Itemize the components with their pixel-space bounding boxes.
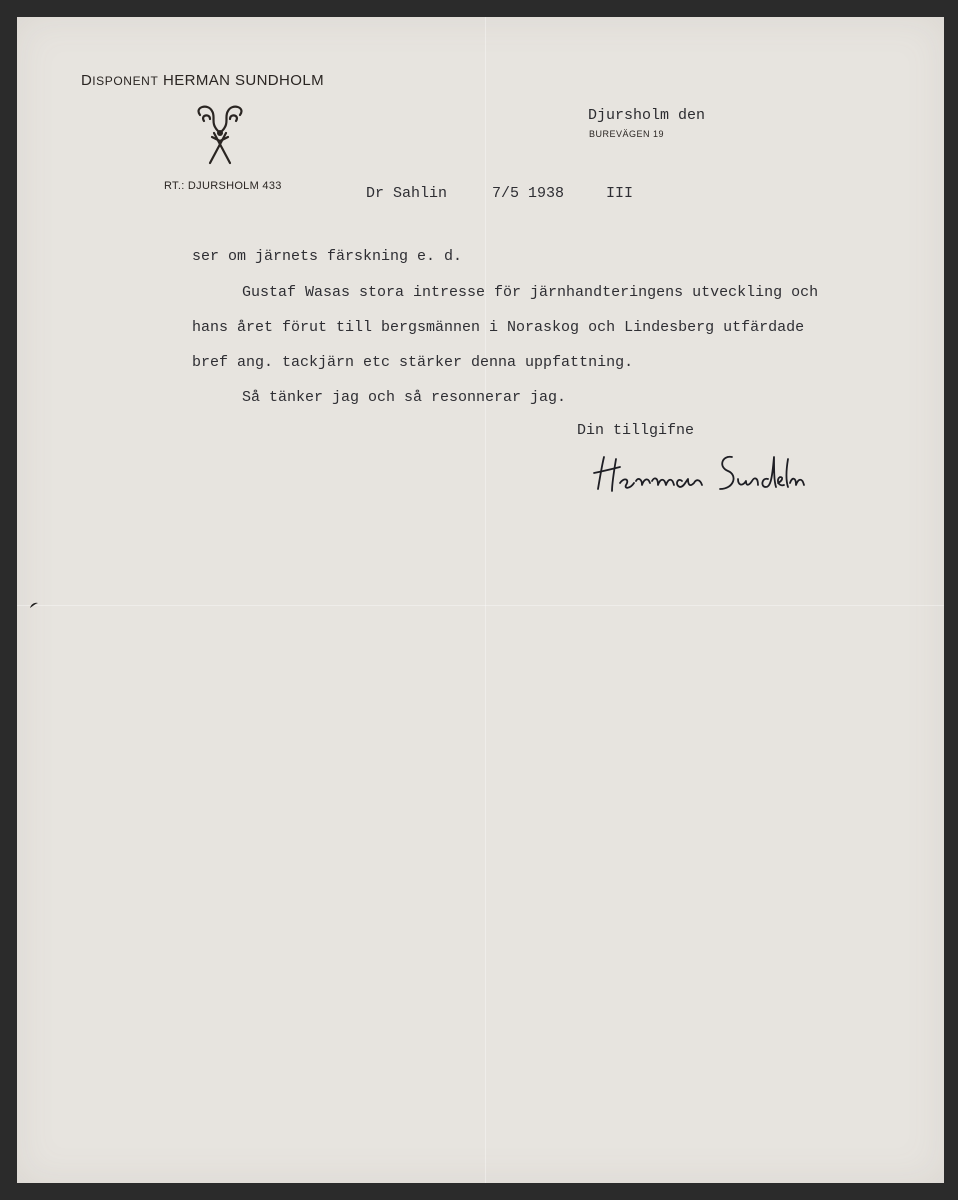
body-line-1: ser om järnets färskning e. d. [192, 248, 463, 265]
page-number: III [606, 185, 634, 202]
letterhead-prefix-rest: ISPONENT [92, 74, 159, 88]
ink-mark [29, 601, 39, 609]
recipient: Dr Sahlin [366, 185, 448, 202]
body-line-2: Gustaf Wasas stora intresse för järnhandteringens utveckling och [206, 284, 819, 301]
letter-page [17, 17, 944, 1183]
letterhead-name [81, 72, 324, 89]
place-line: Djursholm den [588, 107, 706, 124]
body-line-3: hans året förut till bergsmännen i Noraskog och Lindesberg utfärdade [192, 319, 805, 336]
watermark-right [721, 177, 777, 213]
fold-line-horizontal [17, 605, 944, 606]
letter-date: 7/5 1938 [492, 185, 565, 202]
street-address: BUREVÄGEN 19 [589, 129, 665, 139]
letterhead-main-name: HERMAN SUNDHOLM [162, 72, 324, 89]
watermark-left [241, 777, 297, 813]
letterhead-prefix-initial: D [81, 72, 93, 89]
fold-line-vertical [485, 17, 486, 1183]
closing: Din tillgifne [577, 422, 695, 439]
crossed-torches-emblem-icon [192, 103, 248, 169]
body-line-4: bref ang. tackjärn etc stärker denna uppfattning. [192, 354, 634, 371]
handwritten-signature [590, 449, 810, 499]
letterhead-phone: RT.: DJURSHOLM 433 [164, 180, 282, 192]
body-line-5: Så tänker jag och så resonnerar jag. [206, 389, 567, 406]
